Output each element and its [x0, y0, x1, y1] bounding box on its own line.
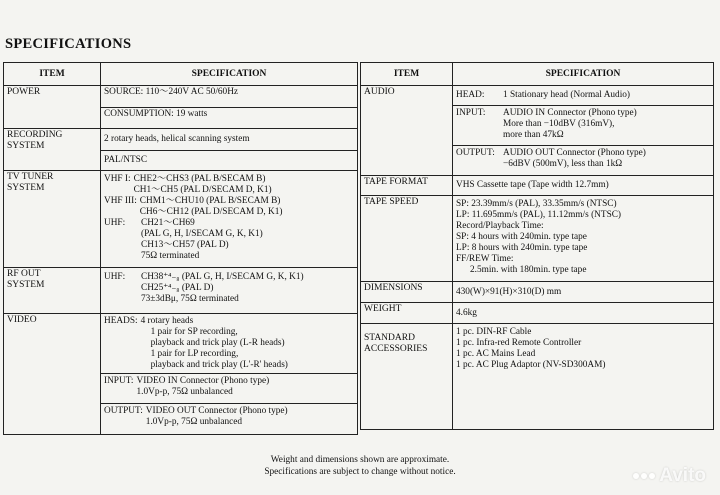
audio-input-line: More than −10dBV (316mV), — [503, 119, 615, 129]
tape-speed-line: 2.5min. with 180min. type tape — [470, 265, 587, 275]
video-heads-key: HEADS: — [104, 316, 138, 326]
tape-format-label: TAPE FORMAT — [361, 176, 453, 196]
table-header-row — [361, 63, 714, 86]
dimensions-label: DIMENSIONS — [361, 282, 453, 303]
tuner-label — [4, 171, 101, 268]
accessories-spec — [453, 324, 714, 430]
audio-head-value: 1 Stationary head (Normal Audio) — [503, 90, 631, 100]
video-input-key: INPUT: — [104, 376, 134, 386]
video-heads-line: 1 pair for LP recording, — [150, 349, 239, 359]
vhf3-line: CH6～CH12 (PAL D/SECAM D, K1) — [139, 207, 283, 217]
uhf-block — [104, 218, 354, 262]
vhf3-block — [104, 196, 354, 218]
audio-input-line: more than 47kΩ — [503, 130, 564, 140]
audio-head — [453, 86, 714, 106]
video-heads — [101, 314, 358, 374]
weight-label: WEIGHT — [361, 303, 453, 324]
rfout-label-line: RF OUT — [7, 269, 41, 279]
uhf-key: UHF: — [104, 218, 126, 228]
video-input-line: 1.0Vp-p, 75Ω unbalanced — [136, 387, 233, 397]
video-output — [101, 404, 358, 435]
power-source: SOURCE: 110～240V AC 50/60Hz — [101, 86, 358, 108]
video-heads-line: playback and trick play (L'-R' heads) — [150, 360, 288, 370]
table-row — [4, 314, 358, 374]
audio-head-key: HEAD: — [456, 90, 485, 100]
audio-output-line: AUDIO OUT Connector (Phono type) — [503, 148, 646, 158]
table-row — [4, 268, 358, 314]
video-output-key: OUTPUT: — [104, 406, 143, 416]
video-heads-block — [104, 316, 354, 371]
table-row — [361, 86, 714, 106]
tape-speed-line: LP: 11.695mm/s (PAL), 11.12mm/s (NTSC) — [456, 210, 622, 220]
tape-speed-line: SP: 23.39mm/s (PAL), 33.35mm/s (NTSC) — [456, 199, 617, 209]
accessories-label — [361, 324, 453, 430]
power-label: POWER — [4, 86, 101, 129]
accessories-label-line: STANDARD — [364, 333, 415, 343]
recording-label-line: RECORDING — [7, 130, 63, 140]
watermark — [633, 465, 706, 487]
dimensions-value: 430(W)×91(H)×310(D) mm — [453, 282, 714, 303]
audio-output-block — [456, 148, 710, 170]
rfout-line: 73±3dBμ, 75Ω terminated — [141, 294, 239, 304]
power-consumption: CONSUMPTION: 19 watts — [101, 107, 358, 129]
video-heads-line: 1 pair for SP recording, — [150, 327, 238, 337]
watermark-logo-icon — [633, 473, 655, 479]
audio-input — [453, 106, 714, 146]
footnote-line: Specifications are subject to change without notice. — [264, 467, 456, 477]
audio-output — [453, 146, 714, 176]
recording-label — [4, 129, 101, 171]
left-spec-table — [3, 62, 358, 435]
table-row — [4, 86, 358, 108]
tape-speed-label: TAPE SPEED — [361, 196, 453, 282]
tuner-spec — [101, 171, 358, 268]
right-spec-table — [360, 62, 714, 430]
video-output-block — [104, 406, 354, 428]
table-row — [361, 282, 714, 303]
vhf1-key: VHF I: — [104, 174, 131, 184]
audio-input-key: INPUT: — [456, 108, 486, 118]
rfout-block — [104, 272, 354, 305]
table-row — [4, 129, 358, 151]
table-row — [361, 324, 714, 430]
rfout-line: CH25⁺⁴₋₈ (PAL D) — [141, 283, 214, 293]
audio-input-block — [456, 108, 710, 141]
video-label: VIDEO — [4, 314, 101, 435]
table-header-row — [4, 63, 358, 86]
page-title: SPECIFICATIONS — [5, 36, 132, 52]
uhf-line: CH21～CH69 — [141, 218, 195, 228]
accessory-item: 1 pc. Infra-red Remote Controller — [456, 338, 582, 348]
tape-speed-line: LP: 8 hours with 240min. type tape — [456, 243, 588, 253]
footnote-line: Weight and dimensions shown are approximate. — [270, 455, 450, 465]
vhf3-line: CHM1～CHU10 (PAL B/SECAM B) — [139, 196, 281, 206]
table-row — [361, 196, 714, 282]
accessories-label-line: ACCESSORIES — [364, 344, 428, 354]
uhf-line: 75Ω terminated — [141, 251, 200, 261]
accessory-item: 1 pc. DIN-RF Cable — [456, 327, 532, 337]
weight-value: 4.6kg — [453, 303, 714, 324]
accessory-item: 1 pc. AC Mains Lead — [456, 349, 536, 359]
table-row — [4, 171, 358, 268]
tuner-label-line: SYSTEM — [7, 183, 45, 193]
video-input-line: VIDEO IN Connector (Phono type) — [136, 376, 270, 386]
video-output-line: VIDEO OUT Connector (Phono type) — [145, 406, 288, 416]
tape-speed-spec — [453, 196, 714, 282]
video-output-line: 1.0Vp-p, 75Ω unbalanced — [145, 417, 243, 427]
item-header: ITEM — [4, 63, 101, 86]
vhf1-line: CHE2～CHS3 (PAL B/SECAM B) — [133, 174, 266, 184]
rfout-line: CH38⁺⁴₋₈ (PAL G, H, I/SECAM G, K, K1) — [141, 272, 304, 282]
tuner-label-line: TV TUNER — [7, 172, 54, 182]
rfout-spec — [101, 268, 358, 314]
spec-header: SPECIFICATION — [453, 63, 714, 86]
video-input-block — [104, 376, 354, 398]
accessory-item: 1 pc. AC Plug Adaptor (NV-SD300AM) — [456, 360, 606, 370]
watermark-text: Avito — [659, 465, 706, 486]
tape-speed-line: Record/Playback Time: — [456, 221, 544, 231]
video-heads-line: 4 rotary heads — [140, 316, 194, 326]
recording-label-line: SYSTEM — [7, 141, 45, 151]
audio-input-line: AUDIO IN Connector (Phono type) — [503, 108, 637, 118]
audio-output-key: OUTPUT: — [456, 148, 495, 158]
audio-head-block — [456, 90, 710, 101]
uhf-line: CH13～CH57 (PAL D) — [141, 240, 229, 250]
recording-heads: 2 rotary heads, helical scanning system — [101, 129, 358, 151]
audio-label: AUDIO — [361, 86, 453, 176]
vhf1-block — [104, 174, 354, 196]
vhf3-key: VHF III: — [104, 196, 137, 206]
uhf-line: (PAL G, H, I/SECAM G, K, K1) — [141, 229, 263, 239]
recording-format: PAL/NTSC — [101, 151, 358, 171]
table-row — [361, 303, 714, 324]
spec-header: SPECIFICATION — [101, 63, 358, 86]
tape-format-value: VHS Cassette tape (Tape width 12.7mm) — [453, 176, 714, 196]
vhf1-line: CH1～CH5 (PAL D/SECAM D, K1) — [133, 185, 272, 195]
tape-speed-line: FF/REW Time: — [456, 254, 514, 264]
rfout-key: UHF: — [104, 272, 126, 282]
tape-speed-line: SP: 4 hours with 240min. type tape — [456, 232, 587, 242]
rfout-label-line: SYSTEM — [7, 280, 45, 290]
video-heads-line: playback and trick play (L-R heads) — [150, 338, 285, 348]
item-header: ITEM — [361, 63, 453, 86]
video-input — [101, 374, 358, 404]
table-row — [361, 176, 714, 196]
rfout-label — [4, 268, 101, 314]
audio-output-line: −6dBV (500mV), less than 1kΩ — [503, 159, 623, 169]
